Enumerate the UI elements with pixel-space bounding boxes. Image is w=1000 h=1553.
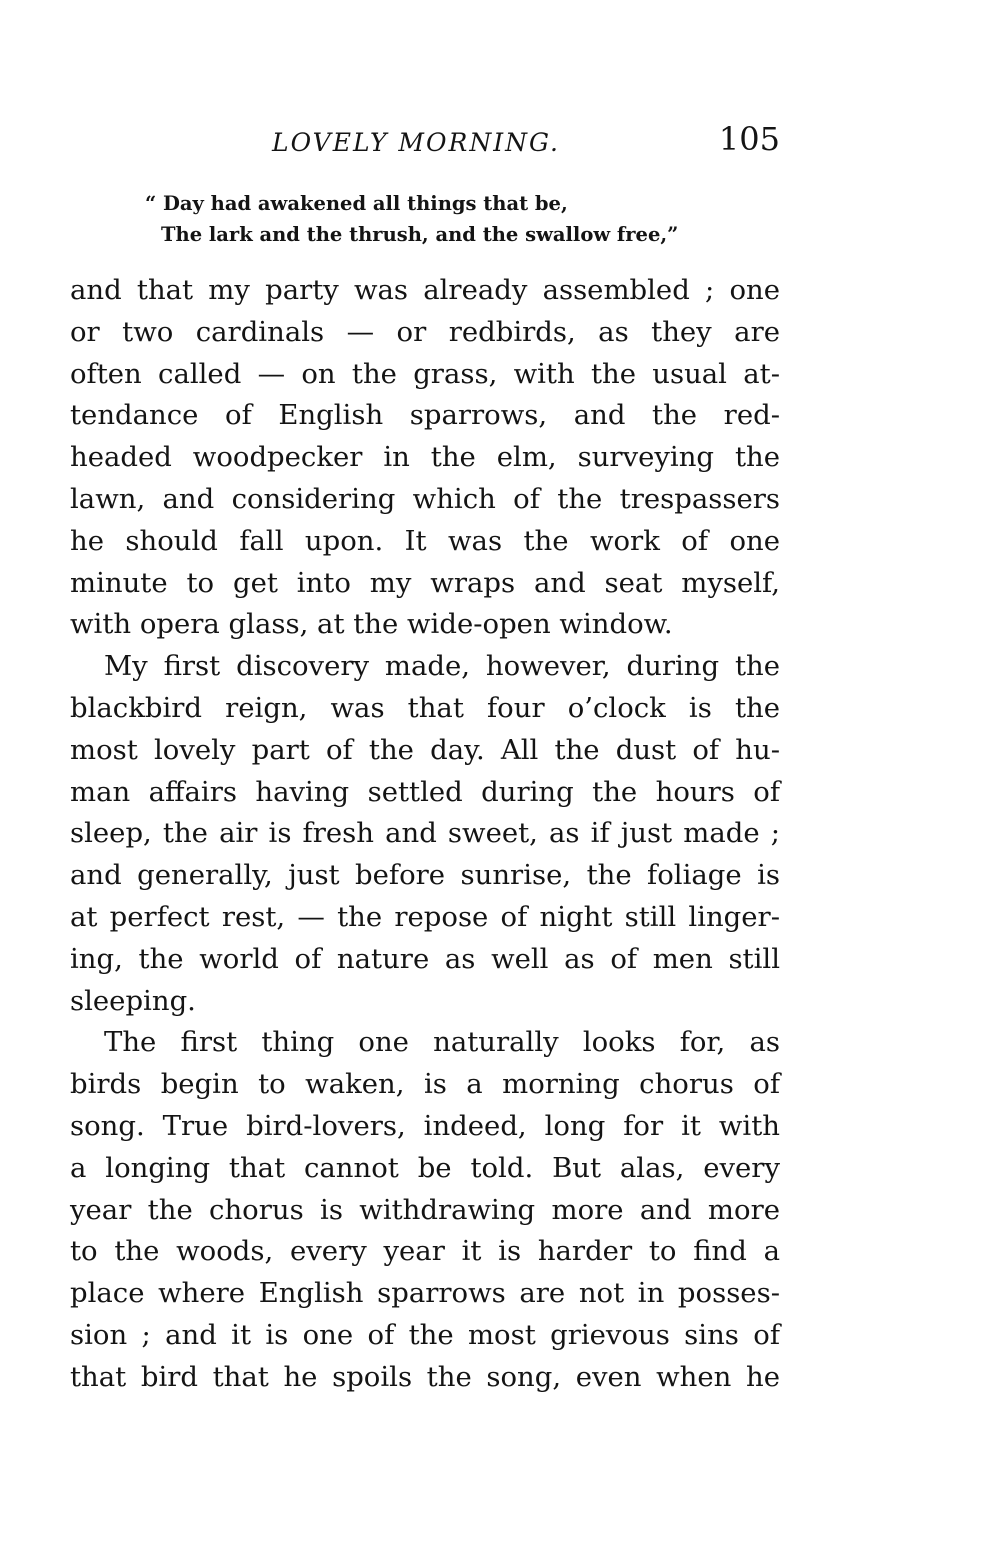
text-line: minute to get into my wraps and seat myself, — [70, 566, 780, 599]
epigraph-quote — [145, 188, 678, 250]
epigraph-line: “ Day had awakened all things that be, — [145, 192, 568, 215]
text-line: sleep, the air is fresh and sweet, as if just made ; — [70, 817, 780, 850]
text-line: lawn, and considering which of the trespassers — [70, 482, 780, 515]
text-line: and generally, just before sunrise, the foliage is — [70, 859, 780, 892]
text-line: and that my party was already assembled ; one — [70, 274, 780, 306]
text-line: sleeping. — [70, 984, 196, 1017]
running-title: LOVELY MORNING. — [272, 128, 560, 157]
text-line: most lovely part of the day. All the dust of hu- — [70, 733, 780, 766]
text-line: The first thing one naturally looks for, as — [104, 1026, 780, 1059]
text-line: birds begin to waken, is a morning chorus of — [70, 1068, 780, 1101]
text-line: ing, the world of nature as well as of men still — [70, 942, 780, 975]
text-line: sion ; and it is one of the most grievous sins of — [70, 1318, 780, 1351]
text-line: man affairs having settled during the hours of — [70, 775, 780, 808]
text-line: at perfect rest, — the repose of night still linger- — [70, 900, 780, 933]
text-line: often called — on the grass, with the usual at- — [70, 357, 780, 390]
paragraph-1 — [70, 270, 780, 646]
text-line: year the chorus is withdrawing more and more — [70, 1193, 780, 1226]
epigraph-line: The lark and the thrush, and the swallow free,” — [161, 223, 679, 246]
text-line: he should fall upon. It was the work of one — [70, 524, 780, 557]
paragraph-2 — [70, 646, 780, 1022]
page-number: 105 — [718, 120, 780, 158]
text-line: place where English sparrows are not in posses- — [70, 1277, 780, 1310]
text-line: My first discovery made, however, during the — [104, 650, 780, 683]
paragraph-3 — [70, 1022, 780, 1398]
text-line: tendance of English sparrows, and the red- — [70, 399, 780, 432]
text-line: or two cardinals — or redbirds, as they are — [70, 315, 780, 348]
text-line: that bird that he spoils the song, even when he — [70, 1360, 780, 1393]
text-line: headed woodpecker in the elm, surveying the — [70, 441, 780, 474]
text-line: song. True bird-lovers, indeed, long for it with — [70, 1109, 780, 1142]
text-line: a longing that cannot be told. But alas, every — [70, 1151, 780, 1184]
text-line: blackbird reign, was that four o’clock is the — [70, 691, 780, 724]
text-line: with opera glass, at the wide-open window. — [70, 608, 673, 641]
body-text — [70, 270, 780, 1399]
text-line: to the woods, every year it is harder to find a — [70, 1235, 780, 1268]
